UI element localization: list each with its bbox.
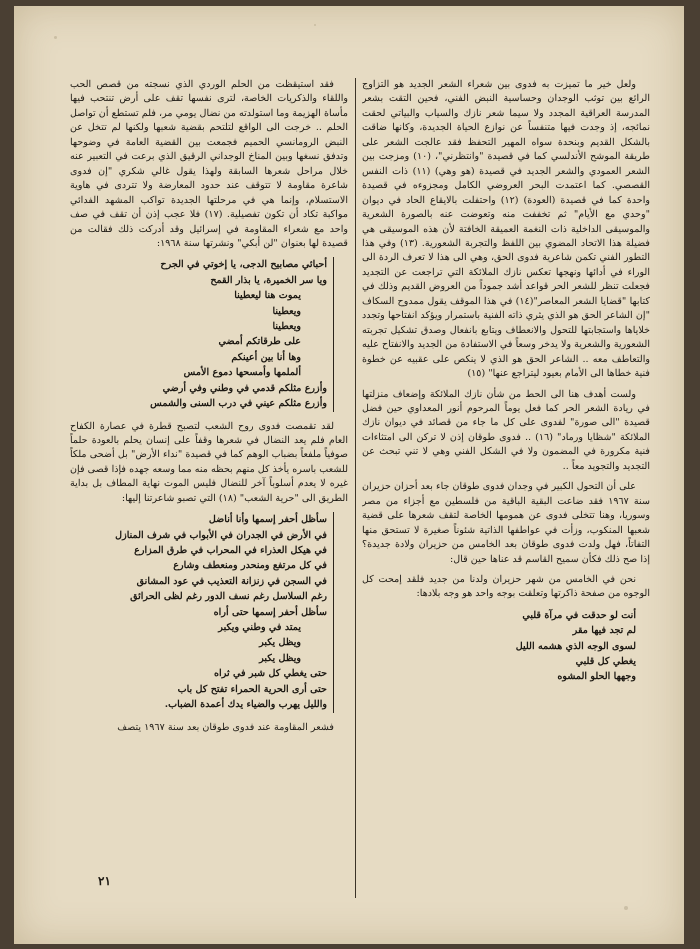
paragraph-resistance: فقد استيقظت من الحلم الوردي الذي نسجته من قصص الحب واللقاء والذكريات الخاصة، لترى نفسها تقف على أرض تنتحب فيها مأساة الهزيمة وما استولدته من نضال يومي مر، فلم تستطع أن تواصل الحلم .. خرجت الى الواقع لتلتحم بقضية شعبها ولكنها لم تتخل عن النبض الرومانسي الحميم فجمعت بين القضية العامة في وضوحها وتدفق نسغها وبين المناخ الوجداني الرقيق الذي برعت في التعبير عنه خلال مراحل شعرها السابقة ولهذا يقول غالي شكري "إن فدوى شاعرة مقاومة لا تتوقف عند حدود المعارضة ولا تتردى في هاوية الاستسلام، وإنما هي في مرحلتها الجديدة تواكب المشهد الفدائي مواكبة تكاد أن تكون تفصيلية. (١٧) فلا عجب إذن أن تقف في صف واحد مع شعراء المقاومة في إسرائيل وقد أدركت ذلك فقالت من قصيدة لها بعنوان "لن أبكي" ونشرتها سنة ١٩٦٨: — [70, 79, 348, 249]
poem-line: في كل مرتفع ومنحدر ومنعطف وشارع — [173, 560, 327, 572]
poem-line: وها أنا بين أعينكم — [231, 351, 301, 363]
poem-line: وأزرع مثلكم عيني في درب السنى والشمس — [150, 398, 327, 410]
page-number: ٢١ — [98, 874, 111, 888]
magazine-page — [14, 6, 684, 944]
poem-lan-abki — [70, 257, 334, 411]
right-column — [362, 78, 650, 898]
poem-line: لسوى الوجه الذي هشمه الليل — [515, 640, 636, 652]
poem-line: حتى أرى الحرية الحمراء تفتح كل باب — [177, 683, 327, 695]
poem-line: رغم السلاسل رغم نسف الدور رغم لظى الحرائق — [130, 591, 327, 603]
poem-line: أنت لو حدقت في مرآة قلبي — [522, 609, 636, 621]
paragraph-intro: ولعل خير ما تميزت به فدوى بين شعراء الشعر الجديد هو التزاوج الرائع بين توثب الوجدان وحساسية النبض الفني، فحين التقت بشعر المدرسة العراقية المجدد ولا سيما شعر نازك والسياب والبياتي لحقت نمائجه، إذ وجدت فيها متنفساً عن نوازع الحياة الجديدة، وكانها ضاقت بالشكل القديم وبنحدة سواه المهير التحفظ فقد عالجت الشعر على طريقة الموشح الأندلسي كما في قصيدة "وانتظرني"، (١٠) ومزجت بين الشعر العمودي والشعر الجديد في قصيدة (هو وهي) (١١) ذات النفس القصصي. كما اعتمدت البحر العروضي الكامل ومجزوءه في قصيدة واحدة كما في قصيدة (العودة) (١٢) واحتفلت بالايقاع الحاد في ديوان "وحدي مع الأيام" ثم تخففت منه وتعوضت عنه بالصورة الشعرية والموسيقى الداخلية ذات النغمة العميقة الخافتة لأن هذه الموسيقى هي فضيلة هذا الاتحاد المضوي بين اللفظ والتجربة الشعورية. (١٣) وفي هذا التطور الفني تكمن شاعرية فدوى الحق، وهي الى هذا لا تعرف الردة الى الوراء في أدائها ونهجها تعكس نازك الملائكة التي تراجعت عن التجديد فجعلت تنظر للشعر الحر قواعد أشد جموداً من العروض القديم وذلك في كتابها "قضايا الشعر المعاصر"(١٤) في هذا الموقف يقول ممدوح السكاف "إن الشاعر الحق هو الذي يثري ذاته الفنية باستمرار ويؤكد انفتاحها وتجدد خلاياها واستجابتها للتحول والانعطاف ويتابع بانفعال وصدق تشكيل تجربته الشعورية والشعرية ولا يدخر وسعاً في الاستفادة من الجديد والانفتاح عليه والتعاطف معه .. الشاعر الحق هو الذي لا ينكص على عقبيه عن خطوة فنية خطاها الى الأمام بعيود ليتراجع عنها" (١٥) — [362, 79, 650, 380]
poem-line: سأظل أحفر إسمها حتى أراه — [213, 606, 327, 618]
poem-line: في الأرض في الجدران في الأبواب في شرف المنازل — [115, 529, 327, 541]
paragraph-people-spirit: لقد تقمصت فدوى روح الشعب لتصبح قطرة في عصارة الكفاح العام فلم يعد النضال في شعرها وقفاً على إنسان يحلم بالعودة حلماً صوفياً ملفعاً بضباب الوهم كما في قصيدة "نداء الأرض" بل أضحى ملكاً للشعب باسره يأخذ كل منهم بحظه منه مما وسعه جهده فإذا قصى فإن غيره لا يعدم أسلوباً آخر للنضال فليس الموت نهاية المطاف بل بداية الطريق الى "حرية الشعب" (١٨) التي تصبو شاعرتنا إليها: — [70, 420, 348, 504]
poem-line: أحبائي مصابيح الدجى، يا إخوتي في الجرح — [160, 259, 327, 271]
poem-line: ويا سر الخميرة، يا بذار القمح — [210, 274, 327, 286]
poem-line: في السجن في زنزانة التعذيب في عود المشانق — [136, 575, 327, 587]
poem-line: وجهها الحلو المشوه — [557, 671, 636, 683]
poem-line: حتى يغطي كل شبر في ثراه — [214, 668, 327, 680]
poem-line: يمتد في وطني ويكبر — [218, 622, 301, 634]
paragraph-samih-quote: نحن في الخامس من شهر حزيران ولدنا من جديد فلقد إمحت كل الوجوه من صفحة ذاكرتها وتعلقت بوجه واحد هو وجه بلادها: — [362, 573, 650, 600]
poem-line: ويظل يكبر — [259, 652, 301, 664]
poem-mirror — [362, 608, 636, 685]
poem-line: على طرقاتكم أمضي — [218, 336, 301, 348]
poem-engrave-name — [70, 512, 334, 712]
left-column — [70, 78, 348, 910]
column-divider — [355, 78, 356, 898]
poem-line: ويعطينا — [272, 305, 301, 317]
poem-line: يموت هنا ليعطينا — [234, 290, 301, 302]
poem-line: ألملمها وأمسحها دموع الأمس — [183, 367, 301, 379]
paragraph-nazik: ولست أهدف هنا الى الحط من شأن نازك الملائكة وإضعاف منزلتها في ريادة الشعر الحر كما فعل يوماً المرحوم أنور المعداوي حين فضل قصيدة "الى صورة" لفدوى على كل ما جاء من قصائد في ديوان نازك الملائكة "شظايا ورماد" (١٦) .. فدوى طوقان إذن لا تركن الى امتثاءات فنية مكرورة في المضمون ولا في الشكل الفني وهي لا تني تبحث عن التجديد والتجويد معاً .. — [362, 388, 650, 472]
poem-line: يغطي كل قلبي — [575, 656, 636, 668]
poem-line: في هيكل العذراء في المحراب في طرق المزارع — [134, 545, 327, 557]
paragraph-june-1967: على أن التحول الكبير في وجدان فدوى طوقان جاء بعد أحزان حزيران سنة ١٩٦٧ فقد ضاعت البقية الباقية من فلسطين مع أجزاء من مصر وسوريا، وهنا تتخلى فدوى عن همومها الخاصة لتقف شعرها على قضية شعبها المنكوب، وزأت في عواطفها الذاتية شئوناً صغيرة لا تستحق منها التفاتاً، فهل ولدت فدوى طوقان بعد الخامس من حزيران ولادة جديدة؟ إذا صح ذلك فكأن سميح القاسم قد عناها حين قال: — [362, 481, 650, 565]
poem-line: ويعطينا — [272, 321, 301, 333]
poem-line: والليل يهرب والضياء يدك أعمدة الضباب. — [164, 699, 327, 711]
poem-line: وأزرع مثلكم قدمي في وطني وفي أرضي — [162, 382, 327, 394]
poem-line: لم تجد فيها مقر — [572, 625, 636, 637]
poem-line: ويظل يكبر — [259, 637, 301, 649]
paragraph-continuation: فشعر المقاومة عند فدوى طوقان بعد سنة ١٩٦٧ يتصف — [117, 721, 334, 733]
poem-line: سأظل أحفر إسمها وأنا أناضل — [208, 514, 327, 526]
